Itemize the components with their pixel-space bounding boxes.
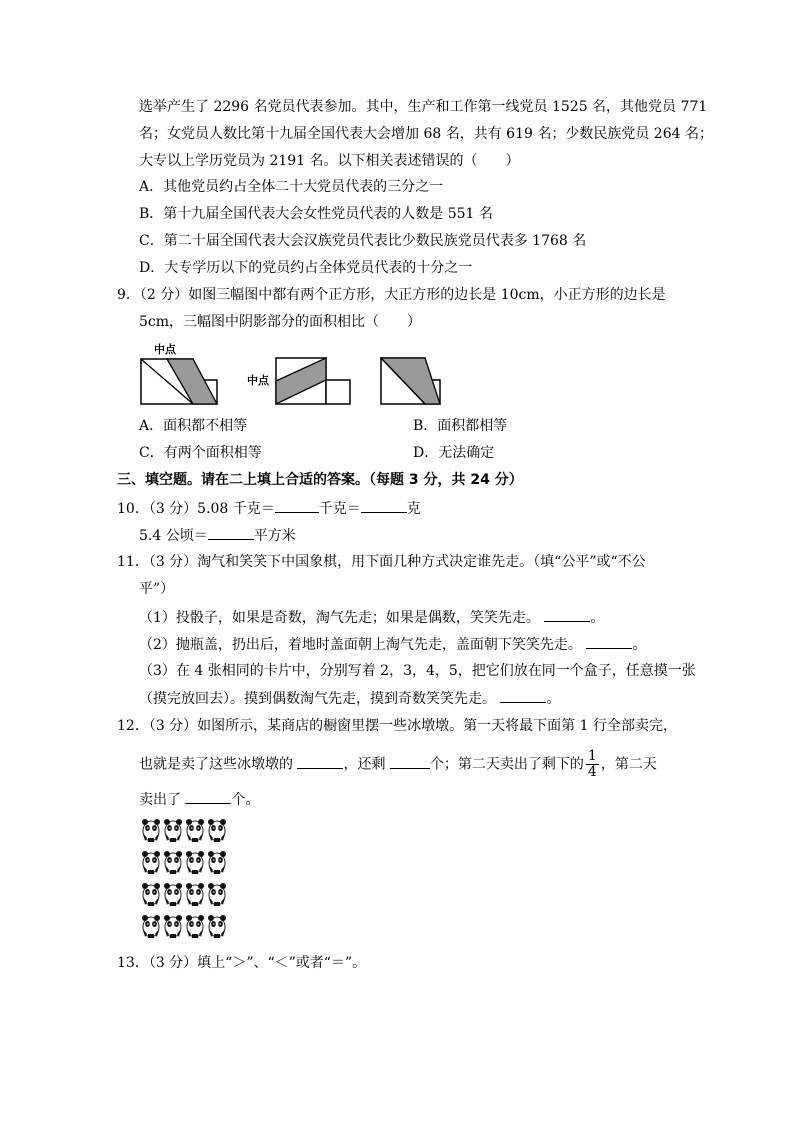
q10-line2-text-b: 平方米 (253, 528, 296, 544)
q9-line2: 5cm，三幅图中阴影部分的面积相比（ ） (139, 314, 422, 330)
mascot-icon (207, 850, 227, 874)
q11-blank-1[interactable] (544, 607, 590, 622)
q12-line2-text-d: ，第二天 (600, 756, 657, 773)
q10-line1-text-a: 10．（3 分）5.08 千克＝ (117, 501, 275, 517)
mascot-icon (207, 818, 227, 842)
q12-blank-1[interactable] (297, 754, 343, 769)
q11-item-1 (139, 607, 604, 628)
q8-line2: 名；女党员人数比第十九届全国代表大会增加 68 名，共有 619 名；少数民族党员 264 名； (139, 126, 713, 142)
q12-fraction-denominator: 4 (587, 764, 597, 780)
q11-item-2-end: 。 (632, 637, 647, 653)
q11-item-3-line2 (139, 688, 560, 709)
q11-line2: 平”） (139, 581, 175, 597)
q11-line1: 11．（3 分）淘气和笑笑下中国象棋，用下面几种方式决定谁先走。（填“公平”或“不公 (117, 554, 646, 570)
q9-option-d: D．无法确定 (413, 445, 495, 461)
q12-blank-2[interactable] (390, 754, 430, 769)
q11-item-1-text: （1）投骰子，如果是奇数，淘气先走；如果是偶数，笑笑先走。 (139, 610, 540, 626)
q9-figure-1-label: 中点 (154, 343, 176, 356)
q12-fraction-numerator: 1 (587, 748, 597, 764)
q12-line2-text-a: 也就是卖了这些冰墩墩的 (139, 756, 293, 773)
q11-item-3-line1: （3）在 4 张相同的卡片中，分别写着 2，3，4，5，把它们放在同一个盒子，任意摸一张 (139, 663, 696, 679)
q11-item-2-text: （2）抛瓶盖，扔出后，着地时盖面朝上淘气先走，盖面朝下笑笑先走。 (139, 637, 582, 653)
q9-figure-2 (245, 354, 355, 406)
q10-blank-1[interactable] (275, 498, 319, 513)
q10-blank-2[interactable] (361, 498, 407, 513)
q10-line2 (139, 525, 296, 546)
mascot-icon (207, 882, 227, 906)
q12-line3 (139, 789, 259, 810)
q10-line1-text-b: 千克＝ (318, 501, 361, 517)
q9-line1: 9．（2 分）如图三幅图中都有两个正方形，大正方形的边长是 10cm，小正方形的边长是 (117, 287, 666, 303)
mascot-icon (185, 818, 205, 842)
q9-option-b: B．面积都相等 (413, 418, 508, 434)
q11-item-3-text: （摸完放回去）。摸到偶数淘气先走，摸到奇数笑笑先走。 (139, 691, 496, 707)
q11-item-3-end: 。 (546, 691, 561, 707)
mascot-row-4 (141, 818, 227, 842)
q10-blank-3[interactable] (208, 525, 254, 540)
q13-line1: 13．（3 分）填上“＞”、“＜”或者“＝”。 (117, 955, 367, 971)
q8-line3: 大专以上学历党员为 2191 名。以下相关表述错误的（ ） (139, 153, 520, 169)
q11-blank-2[interactable] (586, 634, 632, 649)
mascot-icon (163, 818, 183, 842)
mascot-icon (163, 882, 183, 906)
mascot-icon (141, 850, 161, 874)
q12-fraction (586, 749, 599, 780)
q12-line3-text-b: 个。 (231, 792, 260, 808)
mascot-icon (207, 914, 227, 938)
mascot-icon (185, 914, 205, 938)
q12-line2-text-c: 个；第二天卖出了剩下的 (429, 756, 584, 773)
q11-item-2 (139, 634, 646, 655)
mascot-icon (141, 882, 161, 906)
q9-option-a: A．面积都不相等 (139, 418, 248, 434)
q8-option-d: D．大专学历以下的党员约占全体党员代表的十分之一 (139, 260, 473, 276)
q8-option-a: A．其他党员约占全体二十大党员代表的三分之一 (139, 179, 444, 195)
q8-option-c: C．第二十届全国代表大会汉族党员代表比少数民族党员代表多 1768 名 (139, 233, 587, 249)
q12-mascot-grid (141, 818, 227, 946)
q12-line2 (139, 749, 657, 780)
q12-line2-text-b: ，还剩 (343, 756, 386, 773)
q8-line1: 选举产生了 2296 名党员代表参加。其中，生产和工作第一线党员 1525 名，其他党员 771 (139, 99, 708, 115)
mascot-row-1 (141, 914, 227, 938)
q11-blank-3[interactable] (500, 688, 546, 703)
mascot-icon (185, 850, 205, 874)
q10-line1-text-c: 克 (406, 501, 421, 517)
q11-item-1-end: 。 (590, 610, 605, 626)
q8-option-b: B．第十九届全国代表大会女性党员代表的人数是 551 名 (139, 206, 493, 222)
q9-option-c: C．有两个面积相等 (139, 445, 262, 461)
mascot-icon (141, 818, 161, 842)
mascot-icon (163, 850, 183, 874)
q9-figure-2-label: 中点 (247, 374, 269, 387)
q10-line2-text-a: 5.4 公顷＝ (139, 528, 208, 544)
q10-line1 (117, 498, 421, 519)
mascot-row-2 (141, 882, 227, 906)
mascot-icon (163, 914, 183, 938)
q9-figure-3 (379, 354, 445, 406)
mascot-icon (185, 882, 205, 906)
q12-line1: 12．（3 分）如图所示，某商店的橱窗里摆一些冰墩墩。第一天将最下面第 1 行全部卖完， (117, 718, 677, 734)
q12-blank-3[interactable] (185, 789, 231, 804)
mascot-row-3 (141, 850, 227, 874)
section-3-heading: 三、填空题。请在二上填上合适的答案。（每题 3 分，共 24 分） (117, 472, 523, 488)
mascot-icon (141, 914, 161, 938)
q9-figure-1 (139, 340, 223, 406)
q12-line3-text-a: 卖出了 (139, 792, 181, 808)
